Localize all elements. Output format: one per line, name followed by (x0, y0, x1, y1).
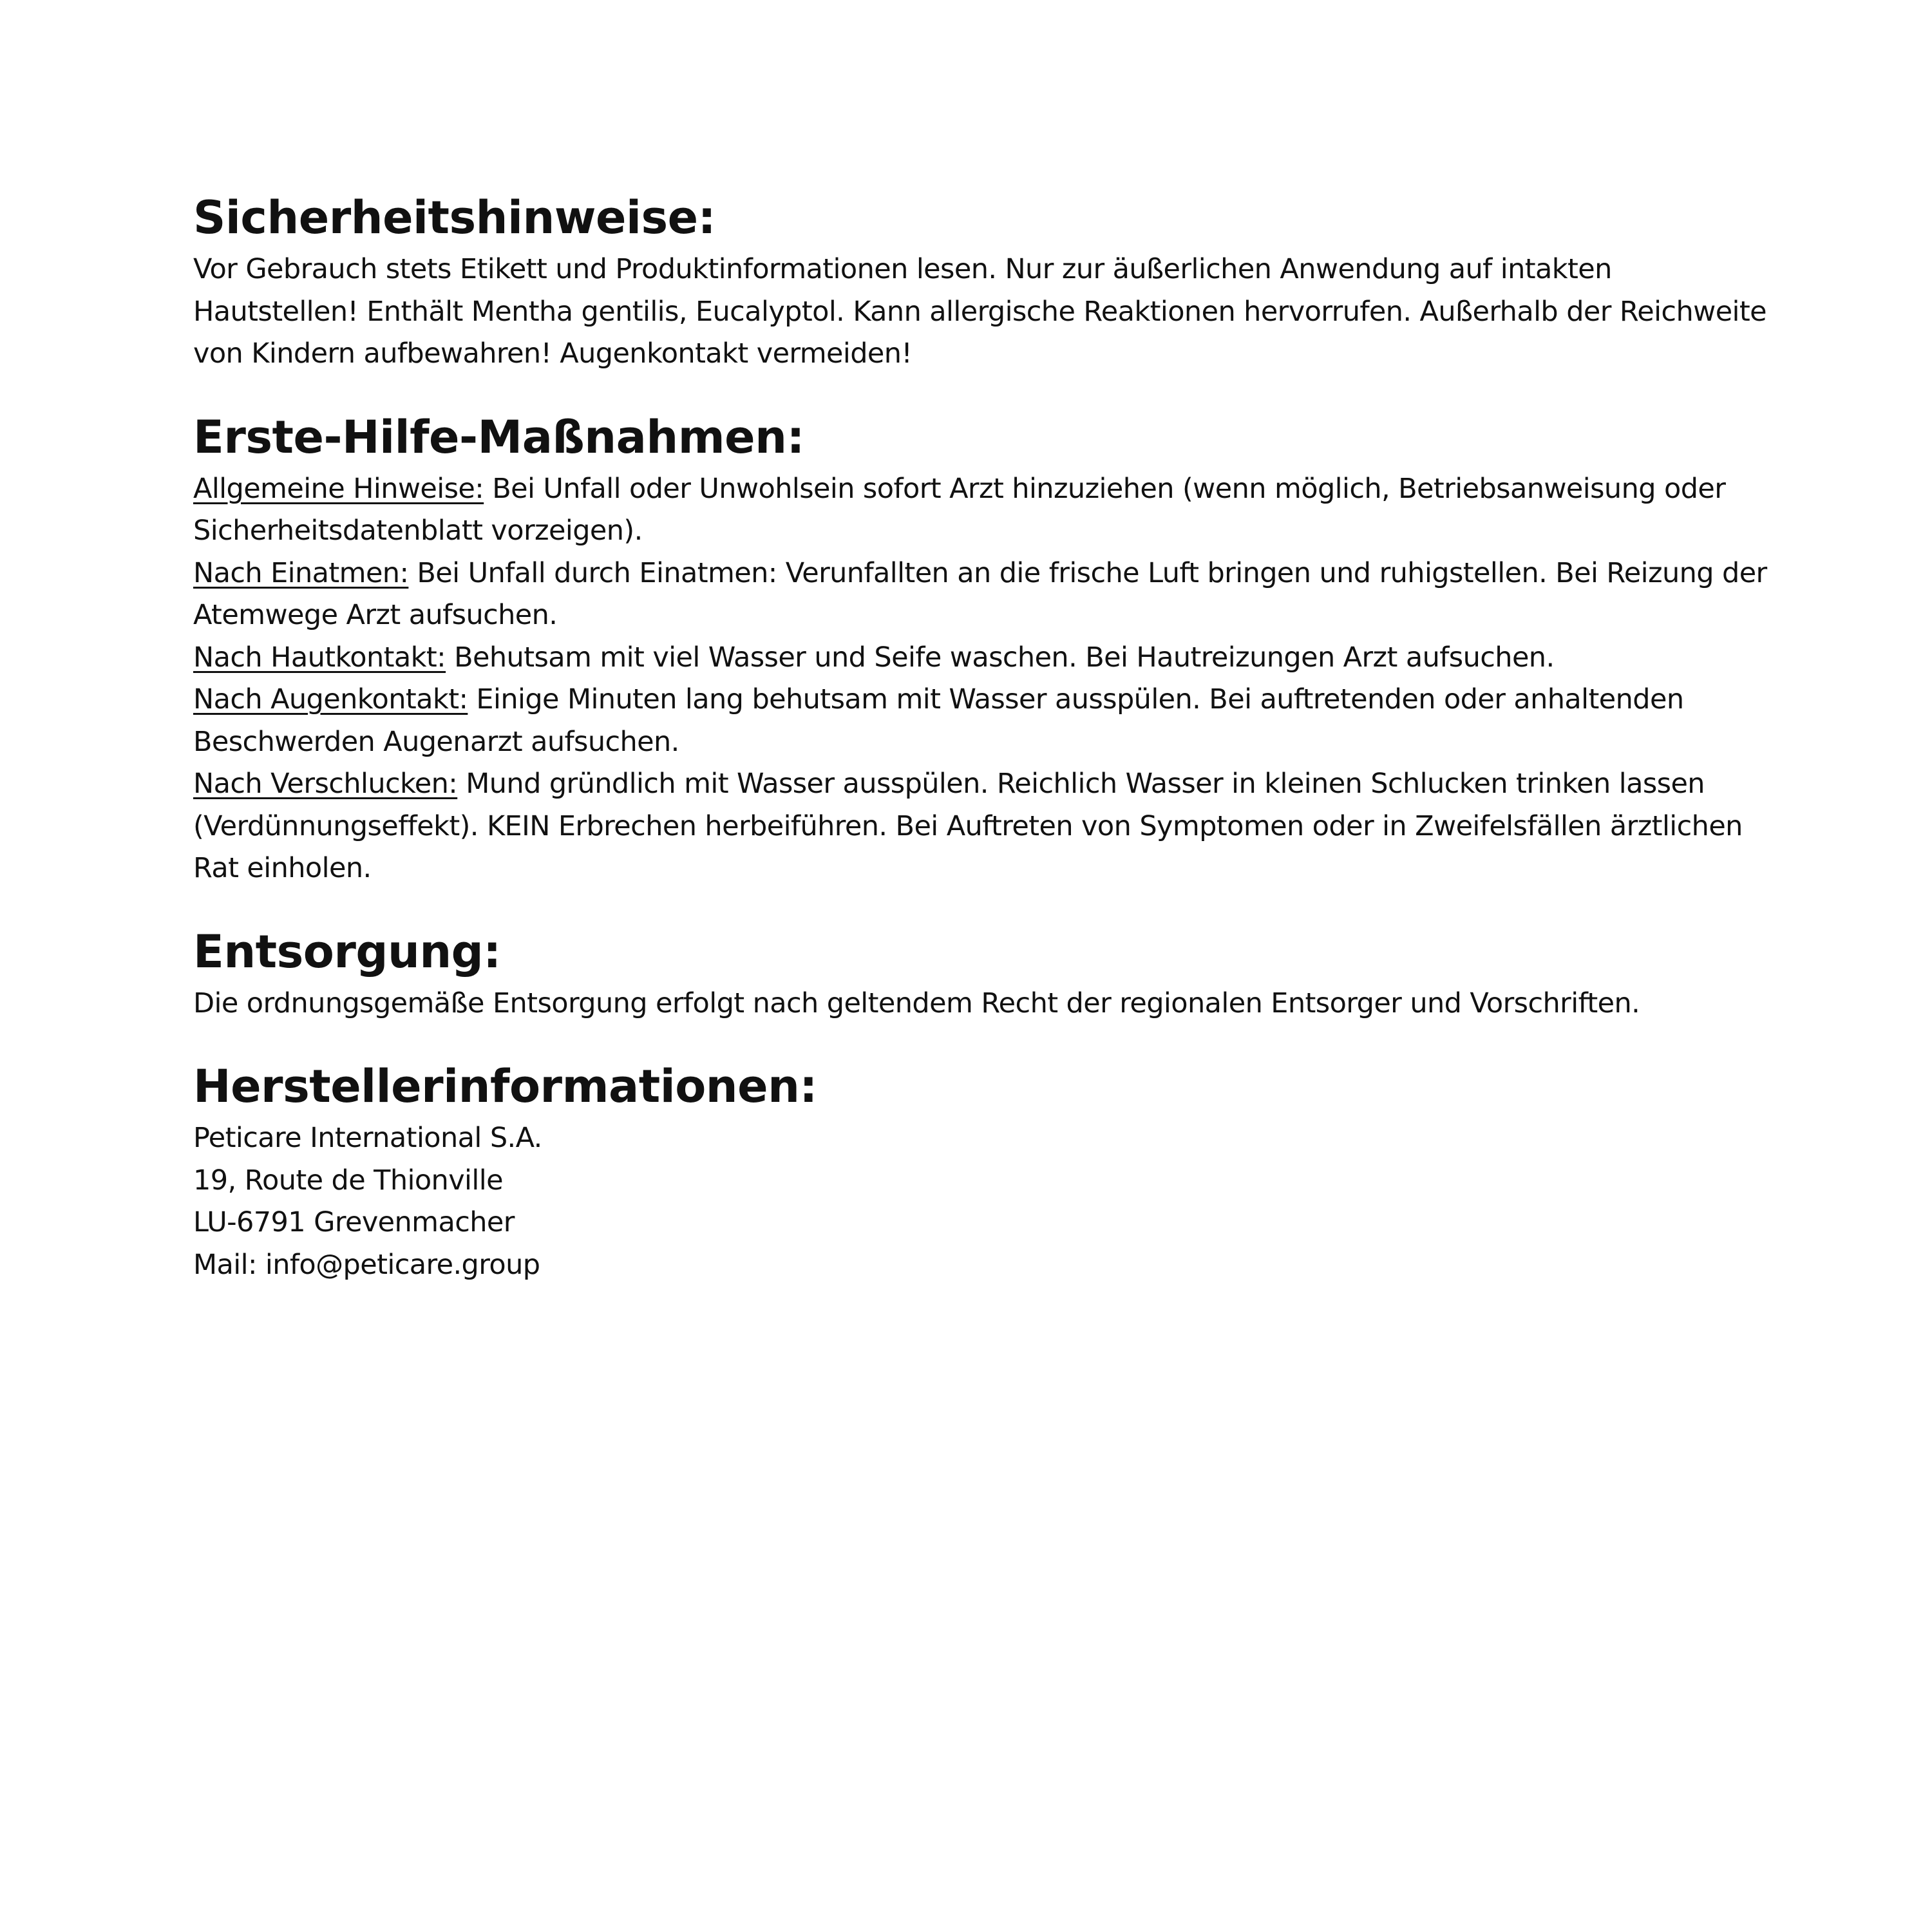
safety-heading: Sicherheitshinweise: (193, 191, 716, 244)
first-aid-text: Bei Unfall durch Einatmen: Verunfallten an die frische Luft bringen und ruhigstellen. Bei Reizung der Atemwege Arzt aufsuchen. (193, 556, 1767, 631)
first-aid-item-skin (193, 637, 1771, 679)
manufacturer-heading: Herstellerinformationen: (193, 1060, 817, 1113)
first-aid-label: Nach Einatmen: (193, 556, 409, 589)
document-page (193, 187, 1771, 1317)
first-aid-text: Mund gründlich mit Wasser ausspülen. Reichlich Wasser in kleinen Schlucken trinken lassen (Verdünnungseffekt). KEIN Erbrechen herbeiführen. Bei Auftreten von Symptomen oder in Zweifelsfällen ärztlichen Rat einholen. (193, 768, 1743, 884)
first-aid-heading: Erste-Hilfe-Maßnahmen: (193, 410, 804, 464)
first-aid-label: Nach Augenkontakt: (193, 683, 468, 715)
first-aid-text: Behutsam mit viel Wasser und Seife waschen. Bei Hautreizungen Arzt aufsuchen. (446, 641, 1555, 674)
first-aid-item-inhalation (193, 553, 1771, 637)
disposal-heading: Entsorgung: (193, 925, 501, 978)
first-aid-text: Einige Minuten lang behutsam mit Wasser ausspülen. Bei auftretenden oder anhaltenden Beschwerden Augenarzt aufsuchen. (193, 683, 1684, 758)
first-aid-text: Bei Unfall oder Unwohlsein sofort Arzt hinzuziehen (wenn möglich, Betriebsanweisung oder Sicherheitsdatenblatt vorzeigen). (193, 472, 1726, 547)
first-aid-section (193, 406, 1771, 890)
manufacturer-street: 19, Route de Thionville (193, 1164, 503, 1197)
disposal-section (193, 921, 1771, 1025)
manufacturer-city: LU-6791 Grevenmacher (193, 1206, 515, 1238)
first-aid-label: Nach Verschlucken: (193, 768, 458, 800)
manufacturer-section (193, 1056, 1771, 1286)
manufacturer-company: Peticare International S.A. (193, 1122, 542, 1154)
disposal-text: Die ordnungsgemäße Entsorgung erfolgt nach geltendem Recht der regionalen Entsorger und Vorschriften. (193, 987, 1640, 1019)
safety-text: Vor Gebrauch stets Etikett und Produktinformationen lesen. Nur zur äußerlichen Anwendung auf intakten Hautstellen! Enthält Mentha gentilis, Eucalyptol. Kann allergische Reaktionen hervorrufen. Außerhalb der Reichweite von Kindern aufbewahren! Augenkontakt vermeiden! (193, 253, 1767, 370)
safety-section (193, 187, 1771, 375)
manufacturer-email: Mail: info@peticare.group (193, 1248, 540, 1281)
first-aid-item-eyes (193, 679, 1771, 763)
first-aid-label: Allgemeine Hinweise: (193, 472, 484, 505)
first-aid-label: Nach Hautkontakt: (193, 641, 446, 674)
first-aid-item-general (193, 468, 1771, 553)
first-aid-item-ingestion (193, 763, 1771, 890)
